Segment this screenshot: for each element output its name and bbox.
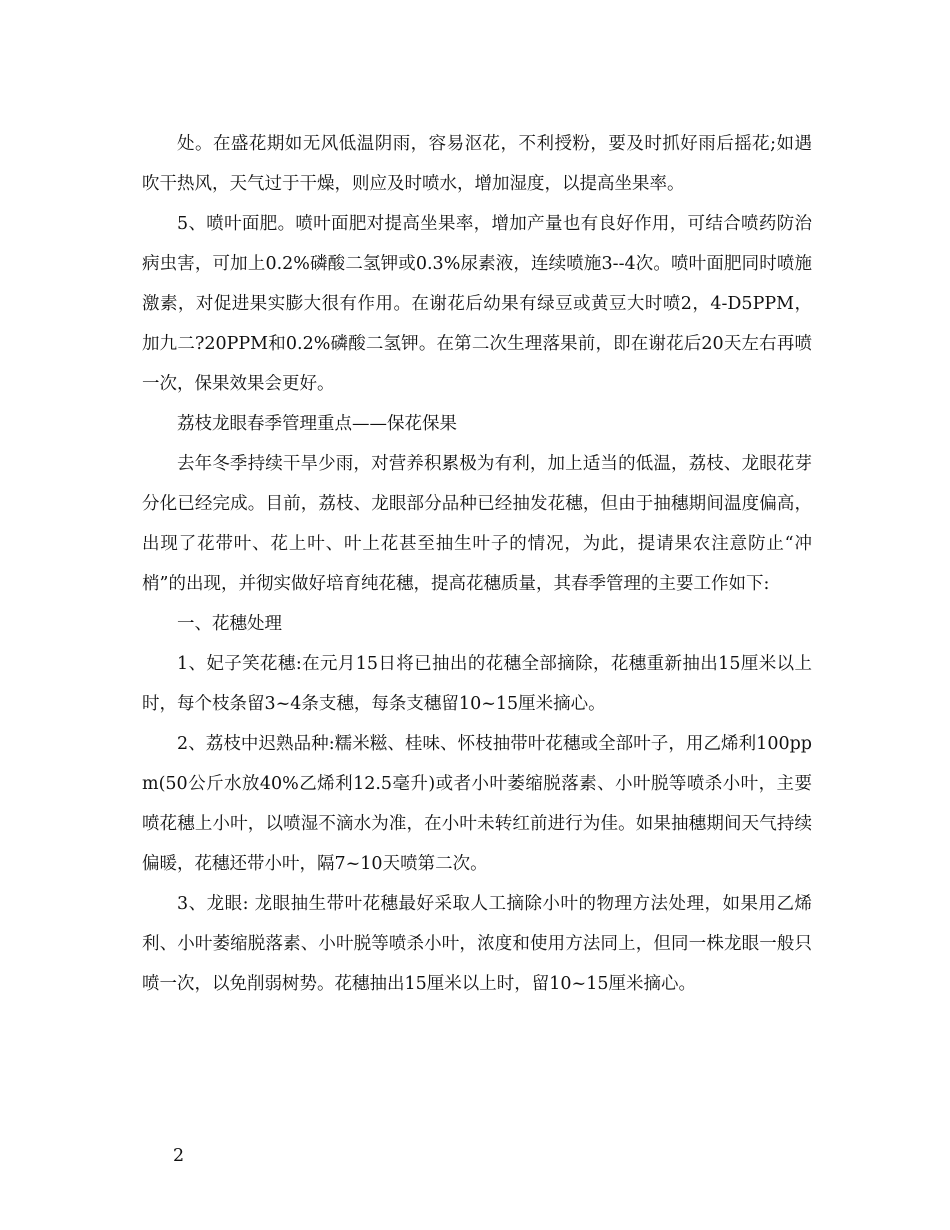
section-title: 荔枝龙眼春季管理重点——保花保果 <box>177 414 457 434</box>
paragraph-lychee-varieties: 2、荔枝中迟熟品种:糯米糍、桂味、怀枝抽带叶花穗或全部叶子，用乙烯利100ppm(50公斤水放40%乙烯利12.5毫升)或者小叶萎缩脱落素、小叶脱等喷杀小叶，主要喷花穗上小叶，以喷湿不滴水为准，在小叶未转红前进行为佳。如果抽穗期间天气持续偏暖，花穗还带小叶，隔7~10天喷第二次。 <box>142 734 812 874</box>
paragraph-flower-care: 处。在盛花期如无风低温阴雨，容易沤花，不利授粉，要及时抓好雨后摇花;如遇吹干热风，天气过于干燥，则应及时喷水，增加湿度，以提高坐果率。 <box>142 134 812 194</box>
document-body <box>142 124 812 1004</box>
subsection-title: 一、花穗处理 <box>177 614 282 634</box>
paragraph-feizixiao: 1、妃子笑花穗:在元月15日将已抽出的花穗全部摘除，花穗重新抽出15厘米以上时，每个枝条留3~4条支穗，每条支穗留10~15厘米摘心。 <box>142 654 812 714</box>
paragraph-longan: 3、龙眼: 龙眼抽生带叶花穗最好采取人工摘除小叶的物理方法处理，如果用乙烯利、小叶萎缩脱落素、小叶脱等喷杀小叶，浓度和使用方法同上，但同一株龙眼一般只喷一次，以免削弱树势。花穗抽出15厘米以上时，留10~15厘米摘心。 <box>142 894 812 994</box>
paragraph-foliar-fertilizer: 5、喷叶面肥。喷叶面肥对提高坐果率，增加产量也有良好作用，可结合喷药防治病虫害，可加上0.2%磷酸二氢钾或0.3%尿素液，连续喷施3--4次。喷叶面肥同时喷施激素，对促进果实膨大很有作用。在谢花后幼果有绿豆或黄豆大时喷2，4-D5PPM，加九二?20PPM和0.2%磷酸二氢钾。在第二次生理落果前，即在谢花后20天左右再喷一次，保果效果会更好。 <box>142 214 812 394</box>
page-number: 2 <box>173 1146 185 1166</box>
paragraph-introduction: 去年冬季持续干旱少雨，对营养积累极为有利，加上适当的低温，荔枝、龙眼花芽分化已经完成。目前，荔枝、龙眼部分品种已经抽发花穗，但由于抽穗期间温度偏高，出现了花带叶、花上叶、叶上花甚至抽生叶子的情况，为此，提请果农注意防止“冲梢”的出现，并彻实做好培育纯花穗，提高花穗质量，其春季管理的主要工作如下: <box>142 454 812 594</box>
